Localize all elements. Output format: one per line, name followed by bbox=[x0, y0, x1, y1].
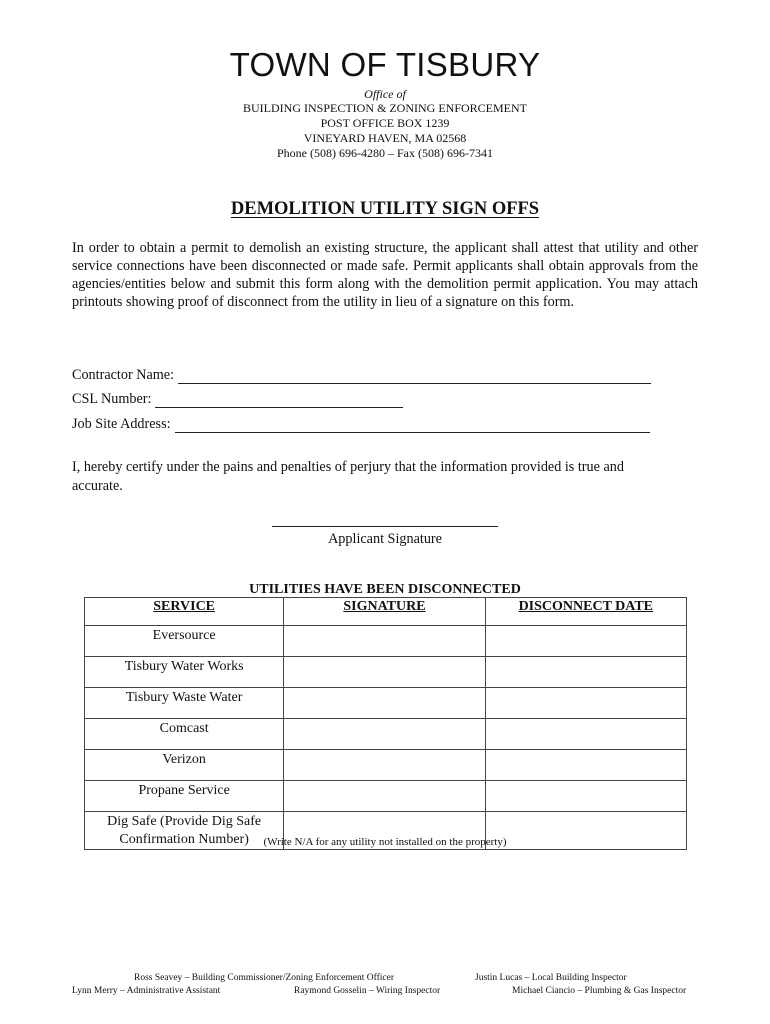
department-name: BUILDING INSPECTION & ZONING ENFORCEMENT bbox=[243, 101, 527, 115]
table-note: (Write N/A for any utility not installed on the property) bbox=[263, 836, 507, 848]
town-name: TOWN OF TISBURY bbox=[229, 46, 541, 83]
signature-cell[interactable] bbox=[284, 750, 485, 781]
footer-staff-plumbing-inspector: Michael Ciancio – Plumbing & Gas Inspector bbox=[512, 986, 687, 996]
signature-cell[interactable] bbox=[284, 626, 485, 657]
service-name: Dig Safe (Provide Dig Safe Confirmation Number) bbox=[85, 812, 284, 850]
header-signature: SIGNATURE bbox=[284, 598, 485, 626]
disconnect-date-cell[interactable] bbox=[485, 688, 686, 719]
footer-staff-building-inspector: Justin Lucas – Local Building Inspector bbox=[475, 973, 627, 983]
applicant-signature-line[interactable] bbox=[272, 526, 498, 527]
contractor-name-label: Contractor Name: bbox=[72, 367, 175, 383]
job-site-address-line[interactable] bbox=[175, 419, 650, 433]
office-of-label: Office of bbox=[364, 87, 406, 101]
job-site-address-label: Job Site Address: bbox=[72, 416, 171, 432]
contractor-name-line[interactable] bbox=[178, 370, 651, 384]
signature-cell[interactable] bbox=[284, 781, 485, 812]
disconnect-date-cell[interactable] bbox=[485, 781, 686, 812]
disconnect-date-cell[interactable] bbox=[485, 626, 686, 657]
disconnect-date-cell[interactable] bbox=[485, 657, 686, 688]
table-row bbox=[85, 781, 687, 812]
certification-statement: I, hereby certify under the pains and penalties of perjury that the information provided is true and accurate. bbox=[72, 459, 624, 494]
intro-paragraph: In order to obtain a permit to demolish an existing structure, the applicant shall attest that utility and other service connections have been disconnected or made safe. Permit applicants shall obtain approvals from the agencies/entities below and submit this form along with the demolition permit application. You may attach printouts showing proof of disconnect from the utility in lieu of a signature on this form. bbox=[72, 240, 698, 310]
table-row bbox=[85, 719, 687, 750]
city-address: VINEYARD HAVEN, MA 02568 bbox=[303, 131, 467, 145]
applicant-signature-label: Applicant Signature bbox=[328, 531, 442, 547]
signature-cell[interactable] bbox=[284, 657, 485, 688]
table-row bbox=[85, 626, 687, 657]
form-title: DEMOLITION UTILITY SIGN OFFS bbox=[230, 199, 540, 219]
table-row bbox=[85, 657, 687, 688]
footer-staff-administrative-assistant: Lynn Merry – Administrative Assistant bbox=[72, 986, 221, 996]
service-name: Verizon bbox=[85, 750, 284, 781]
disconnect-date-cell[interactable] bbox=[485, 719, 686, 750]
signature-cell[interactable] bbox=[284, 688, 485, 719]
csl-number-label: CSL Number: bbox=[72, 391, 152, 407]
utilities-table-title: UTILITIES HAVE BEEN DISCONNECTED bbox=[249, 582, 521, 597]
po-box: POST OFFICE BOX 1239 bbox=[320, 116, 450, 130]
signature-cell[interactable] bbox=[284, 719, 485, 750]
service-name: Tisbury Waste Water bbox=[85, 688, 284, 719]
table-header-row bbox=[85, 598, 687, 626]
service-name: Comcast bbox=[85, 719, 284, 750]
table-row bbox=[85, 750, 687, 781]
header-service: SERVICE bbox=[85, 598, 284, 626]
utilities-table bbox=[84, 597, 687, 850]
service-name: Tisbury Water Works bbox=[85, 657, 284, 688]
footer-staff-wiring-inspector: Raymond Gosselin – Wiring Inspector bbox=[294, 986, 441, 996]
table-row bbox=[85, 688, 687, 719]
csl-number-field[interactable] bbox=[72, 391, 403, 408]
contractor-name-field[interactable] bbox=[72, 367, 651, 384]
service-name: Propane Service bbox=[85, 781, 284, 812]
csl-number-line[interactable] bbox=[155, 394, 403, 408]
footer-staff-building-commissioner: Ross Seavey – Building Commissioner/Zoning Enforcement Officer bbox=[134, 973, 394, 983]
phone-fax: Phone (508) 696-4280 – Fax (508) 696-7341 bbox=[277, 146, 493, 160]
disconnect-date-cell[interactable] bbox=[485, 750, 686, 781]
service-name: Eversource bbox=[85, 626, 284, 657]
job-site-address-field[interactable] bbox=[72, 416, 650, 433]
header-disconnect-date: DISCONNECT DATE bbox=[485, 598, 686, 626]
